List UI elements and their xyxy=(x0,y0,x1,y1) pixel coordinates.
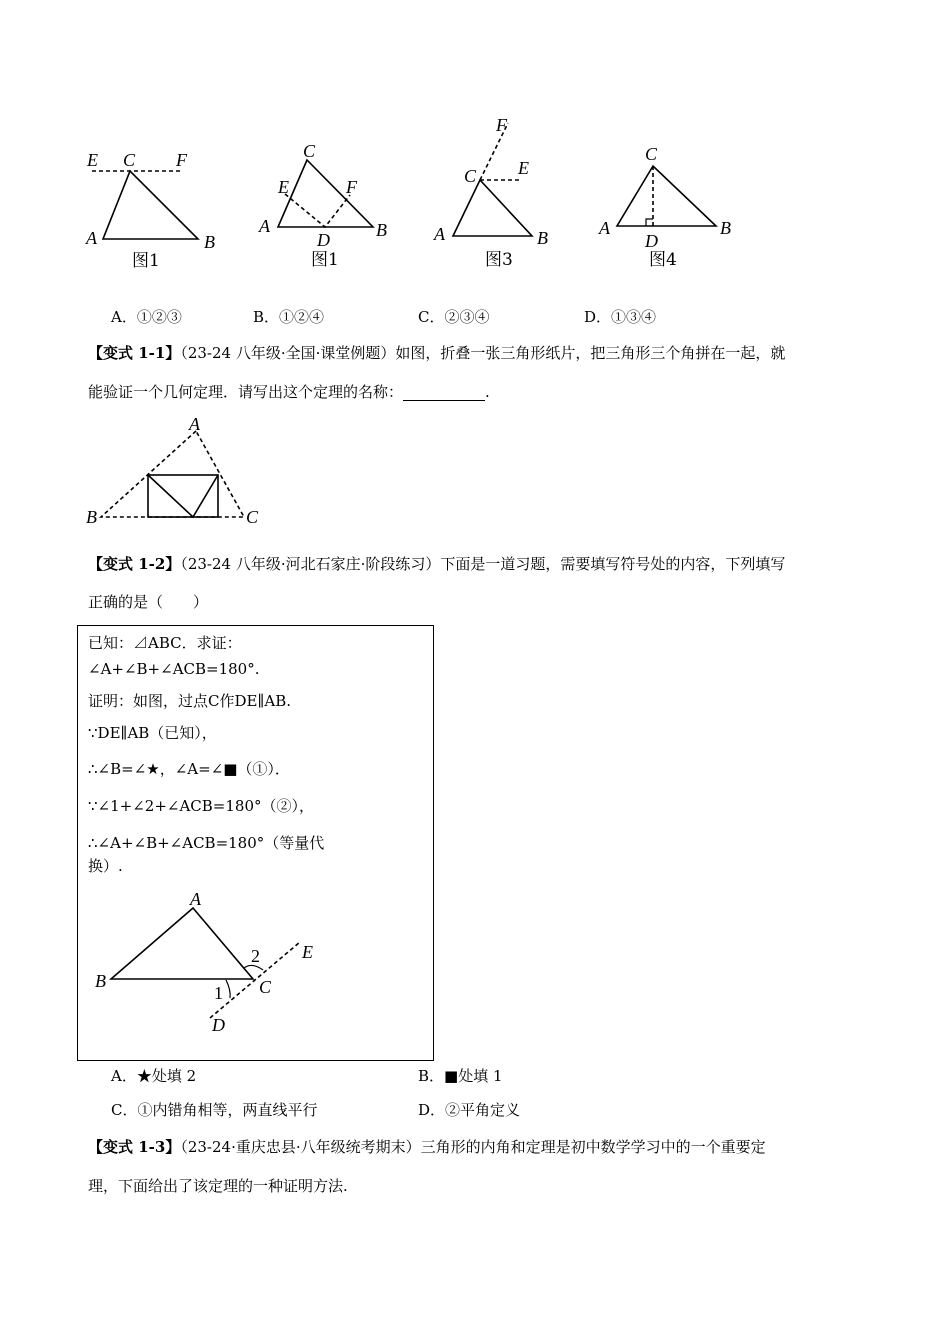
question-text: 正确的是（ ） xyxy=(88,593,209,611)
label: C xyxy=(303,141,316,161)
label: F xyxy=(496,115,507,135)
label: C xyxy=(645,144,658,164)
option-a[interactable]: A．★处填 2 xyxy=(111,1067,197,1085)
proof-line: 证明：如图，过点C作DE∥AB. xyxy=(88,692,292,710)
figure-4 xyxy=(617,166,716,226)
proof-line: ∵DE∥AB（已知）， xyxy=(88,724,217,742)
question-text: 理，下面给出了该定理的一种证明方法. xyxy=(88,1177,348,1195)
question-text: 能验证一个几何定理．请写出这个定理的名称： xyxy=(88,383,404,401)
answer-blank[interactable] xyxy=(403,386,485,401)
label: F xyxy=(176,150,187,170)
label: 1 xyxy=(214,983,223,1003)
proof-line: ∴∠A+∠B+∠ACB=180°（等量代 xyxy=(88,834,325,852)
question-tag: 【变式 1-1】 xyxy=(88,344,181,362)
proof-line: ∴∠B=∠★，∠A=∠■（①）． xyxy=(88,760,290,778)
option-b[interactable]: B．■处填 1 xyxy=(418,1067,503,1085)
caption: 图1 xyxy=(132,251,160,271)
label: E xyxy=(302,942,313,962)
label: D xyxy=(645,231,658,251)
figure-1 xyxy=(92,171,198,239)
question-tag: 【变式 1-2】 xyxy=(88,555,181,573)
label: D xyxy=(317,230,330,250)
caption: 图1 xyxy=(311,250,339,270)
label: E xyxy=(87,150,98,170)
label: A xyxy=(259,216,270,236)
label: B xyxy=(537,228,548,248)
label: A xyxy=(189,414,200,434)
label: 2 xyxy=(251,946,260,966)
option-c[interactable]: C．①内错角相等，两直线平行 xyxy=(111,1101,318,1119)
option-b[interactable]: B．①②④ xyxy=(253,308,325,326)
label: A xyxy=(599,218,610,238)
caption: 图4 xyxy=(649,250,677,270)
question-text: （23-24 八年级·河北石家庄·阶段练习）下面是一道习题，需要填写符号处的内容，下列填写 xyxy=(180,555,786,573)
figure-2 xyxy=(278,160,373,227)
question-tag: 【变式 1-3】 xyxy=(88,1138,181,1156)
caption: 图3 xyxy=(485,250,513,270)
label: C xyxy=(246,507,259,527)
folded-triangle-figure xyxy=(101,431,244,517)
proof-line: 换）. xyxy=(88,857,123,875)
label: C xyxy=(259,977,272,997)
option-c[interactable]: C．②③④ xyxy=(418,308,490,326)
label: A xyxy=(190,889,201,909)
label: B xyxy=(204,232,215,252)
label: B xyxy=(720,218,731,238)
option-d[interactable]: D．①③④ xyxy=(584,308,657,326)
label: B xyxy=(86,507,97,527)
question-text: （23-24 八年级·全国·课堂例题）如图，折叠一张三角形纸片，把三角形三个角拼在一起，就 xyxy=(180,344,786,362)
label: E xyxy=(518,158,529,178)
proof-line: ∠A+∠B+∠ACB=180°. xyxy=(88,660,260,678)
label: E xyxy=(278,177,289,197)
option-d[interactable]: D．②平角定义 xyxy=(418,1101,521,1119)
label: C xyxy=(464,166,477,186)
label: C xyxy=(123,150,136,170)
option-a[interactable]: A．①②③ xyxy=(111,308,182,326)
label: A xyxy=(86,228,97,248)
proof-line: 已知：⊿ABC．求证： xyxy=(88,634,242,652)
label: A xyxy=(434,224,445,244)
label: B xyxy=(376,220,387,240)
label: B xyxy=(95,971,106,991)
label: F xyxy=(346,177,357,197)
label: D xyxy=(212,1015,225,1035)
proof-line: ∵∠1+∠2+∠ACB=180°（②）， xyxy=(88,797,315,815)
period: . xyxy=(485,383,490,401)
question-text: （23-24·重庆忠县·八年级统考期末）三角形的内角和定理是初中数学学习中的一个重要定 xyxy=(180,1138,766,1156)
